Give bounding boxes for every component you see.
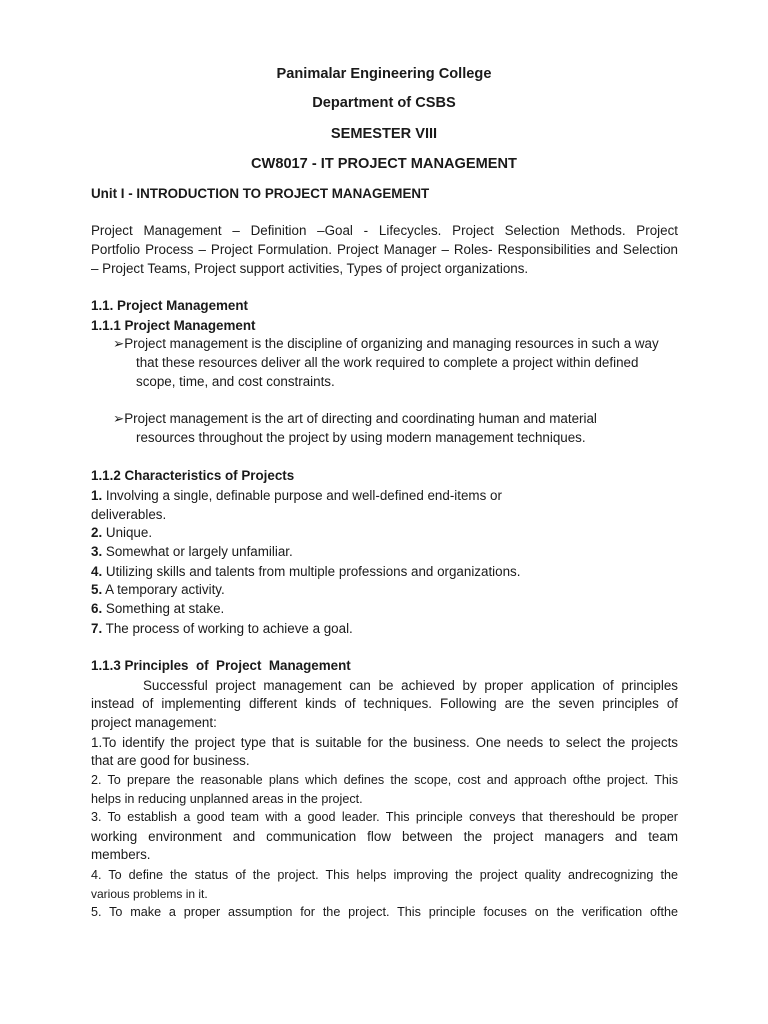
subsection-heading: 1.1.3 Principles of Project Management bbox=[91, 658, 351, 673]
principle-line: 3. To establish a good team with a good leader. This principle conveys that thereshould be proper bbox=[91, 810, 678, 824]
semester-title: SEMESTER VIII bbox=[330, 126, 438, 142]
list-item: 4. Utilizing skills and talents from multiple professions and organizations. bbox=[91, 564, 521, 579]
department-name: Department of CSBS bbox=[312, 95, 456, 111]
paragraph-line: project management: bbox=[91, 715, 217, 730]
list-item: 2. Unique. bbox=[91, 525, 153, 540]
principle-line: that are good for business. bbox=[91, 753, 250, 768]
bullet-item: ➢Project management is the discipline of organizing and managing resources in such a way bbox=[113, 336, 659, 351]
unit-title: Unit I - INTRODUCTION TO PROJECT MANAGEMENT bbox=[91, 186, 430, 201]
paragraph-line: Successful project management can be achieved by proper application of principles bbox=[143, 678, 678, 693]
list-item: 3. Somewhat or largely unfamiliar. bbox=[91, 544, 293, 559]
principle-line: 5. To make a proper assumption for the project. This principle focuses on the verification ofthe bbox=[91, 905, 678, 919]
bullet-continuation: resources throughout the project by using modern management techniques. bbox=[136, 430, 586, 445]
bullet-continuation: that these resources deliver all the work required to complete a project within defined bbox=[136, 355, 639, 370]
bullet-continuation: scope, time, and cost constraints. bbox=[136, 374, 335, 389]
list-item: 5. A temporary activity. bbox=[91, 582, 225, 597]
list-item: 6. Something at stake. bbox=[91, 601, 225, 616]
principle-line: working environment and communication flow between the project managers and team bbox=[91, 829, 678, 844]
paragraph-line: instead of implementing different kinds of techniques. Following are the seven principles of bbox=[91, 696, 678, 711]
syllabus-line: – Project Teams, Project support activities, Types of project organizations. bbox=[91, 261, 529, 276]
principle-line: 2. To prepare the reasonable plans which defines the scope, cost and approach ofthe project. This bbox=[91, 773, 678, 787]
subsection-heading: 1.1.2 Characteristics of Projects bbox=[91, 468, 295, 483]
list-item: 7. The process of working to achieve a goal. bbox=[91, 621, 353, 636]
list-item: deliverables. bbox=[91, 507, 167, 522]
syllabus-line: Portfolio Process – Project Formulation. Project Manager – Roles- Responsibilities and Selection bbox=[91, 242, 678, 257]
arrow-bullet-icon: ➢ bbox=[113, 336, 125, 351]
principle-line: members. bbox=[91, 847, 151, 862]
college-name: Panimalar Engineering College bbox=[276, 66, 492, 82]
principle-line: helps in reducing unplanned areas in the project. bbox=[91, 792, 363, 806]
course-title: CW8017 - IT PROJECT MANAGEMENT bbox=[251, 156, 517, 172]
arrow-bullet-icon: ➢ bbox=[113, 411, 125, 426]
principle-line: 4. To define the status of the project. This helps improving the project quality andrecognizing the bbox=[91, 868, 678, 882]
syllabus-line: Project Management – Definition –Goal - Lifecycles. Project Selection Methods. Project bbox=[91, 223, 678, 238]
subsection-heading: 1.1.1 Project Management bbox=[91, 318, 256, 333]
principle-line: various problems in it. bbox=[91, 887, 208, 901]
list-item: 1. Involving a single, definable purpose and well-defined end-items or bbox=[91, 488, 502, 503]
bullet-item: ➢Project management is the art of directing and coordinating human and material bbox=[113, 411, 597, 426]
principle-line: 1.To identify the project type that is suitable for the business. One needs to select the projects bbox=[91, 735, 678, 750]
section-heading: 1.1. Project Management bbox=[91, 298, 249, 313]
